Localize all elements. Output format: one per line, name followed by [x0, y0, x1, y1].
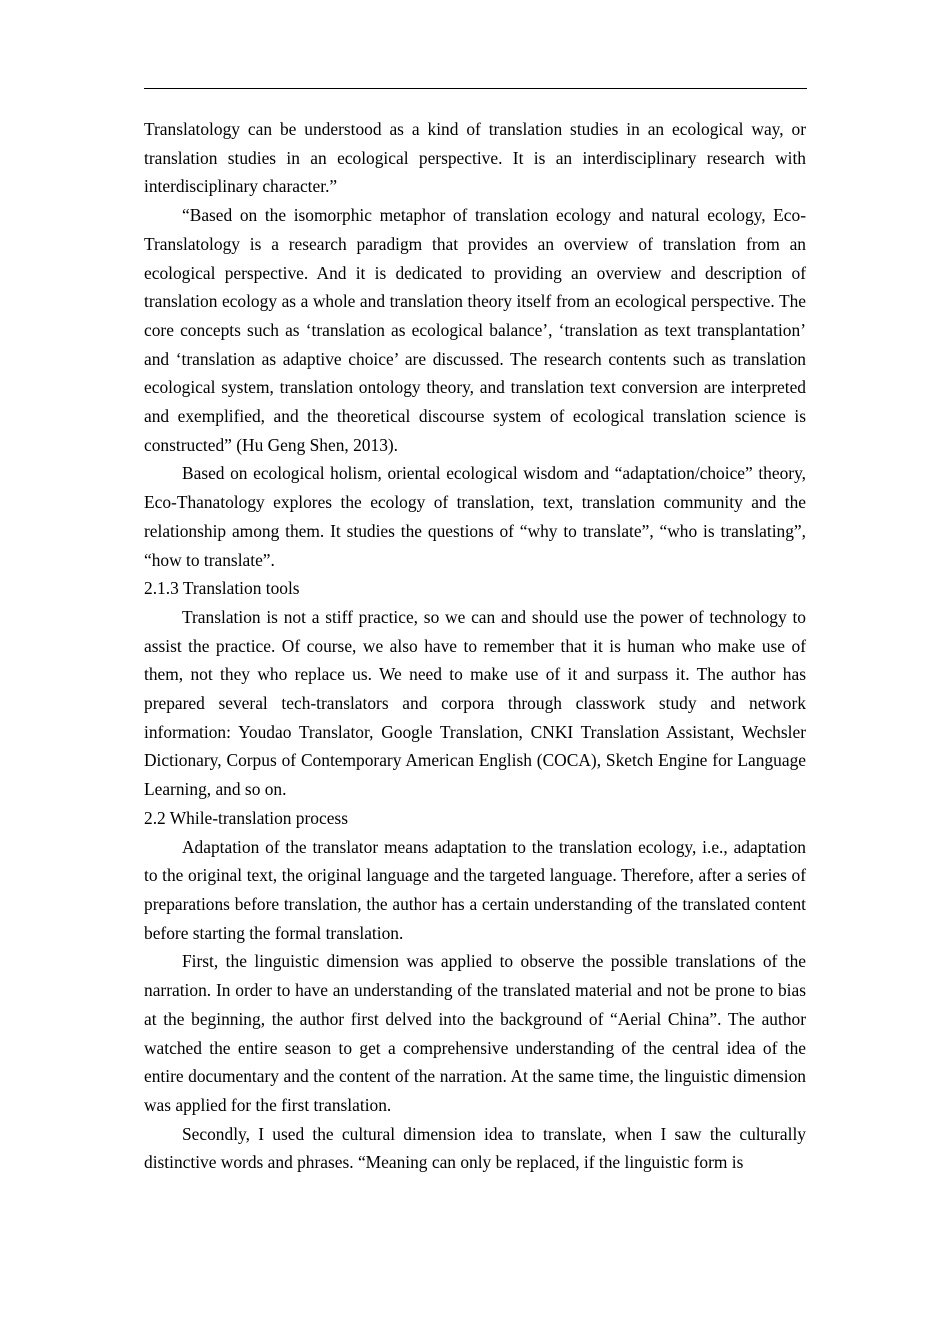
page-body [144, 115, 806, 1177]
paragraph-3: Based on ecological holism, oriental ecological wisdom and “adaptation/choice” theory, Eco-Thanatology explores the ecology of translation, text, translation community and the relationship among them. It studies the questions of “why to translate”, “who is translating”, “how to translate”. [144, 463, 806, 570]
section-heading-2-2: 2.2 While-translation process [144, 807, 348, 828]
paragraph-2-quote: “Based on the isomorphic metaphor of translation ecology and natural ecology, Eco-Translatology is a research paradigm that provides an overview of translation from an ecological perspective. And it is dedicated to providing an overview and description of translation ecology as a whole and translation theory itself from an ecological perspective. The core concepts such as ‘translation as ecological balance’, ‘translation as text transplantation’ and ‘translation as adaptive choice’ are discussed. The research contents such as translation ecological system, translation ontology theory, and translation text conversion are interpreted and exemplified, and the theoretical discourse system of ecological translation science is constructed” (Hu Geng Shen, 2013). [144, 205, 806, 455]
header-rule [144, 88, 807, 89]
paragraph-5: Adaptation of the translator means adaptation to the translation ecology, i.e., adaptation to the original text, the original language and the targeted language. Therefore, after a series of preparations before translation, the author has a certain understanding of the translated content before starting the formal translation. [144, 836, 806, 943]
paragraph-1: Translatology can be understood as a kind of translation studies in an ecological way, or translation studies in an ecological perspective. It is an interdisciplinary research with interdisciplinary character.” [144, 119, 806, 197]
paragraph-6: First, the linguistic dimension was applied to observe the possible translations of the narration. In order to have an understanding of the translated material and not be prone to bias at the beginning, the author first delved into the background of “Aerial China”. The author watched the entire season to get a comprehensive understanding of the central idea of the entire documentary and the content of the narration. At the same time, the linguistic dimension was applied for the first translation. [144, 951, 806, 1115]
paragraph-7: Secondly, I used the cultural dimension idea to translate, when I saw the culturally distinctive words and phrases. “Meaning can only be replaced, if the linguistic form is [144, 1123, 806, 1173]
paragraph-4: Translation is not a stiff practice, so we can and should use the power of technology to assist the practice. Of course, we also have to remember that it is human who make use of them, not they who replace us. We need to make use of it and surpass it. The author has prepared several tech-translators and corpora through classwork study and network information: Youdao Translator, Google Translation, CNKI Translation Assistant, Wechsler Dictionary, Corpus of Contemporary American English (COCA), Sketch Engine for Language Learning, and so on. [144, 606, 806, 800]
section-heading-2-1-3: 2.1.3 Translation tools [144, 578, 300, 599]
